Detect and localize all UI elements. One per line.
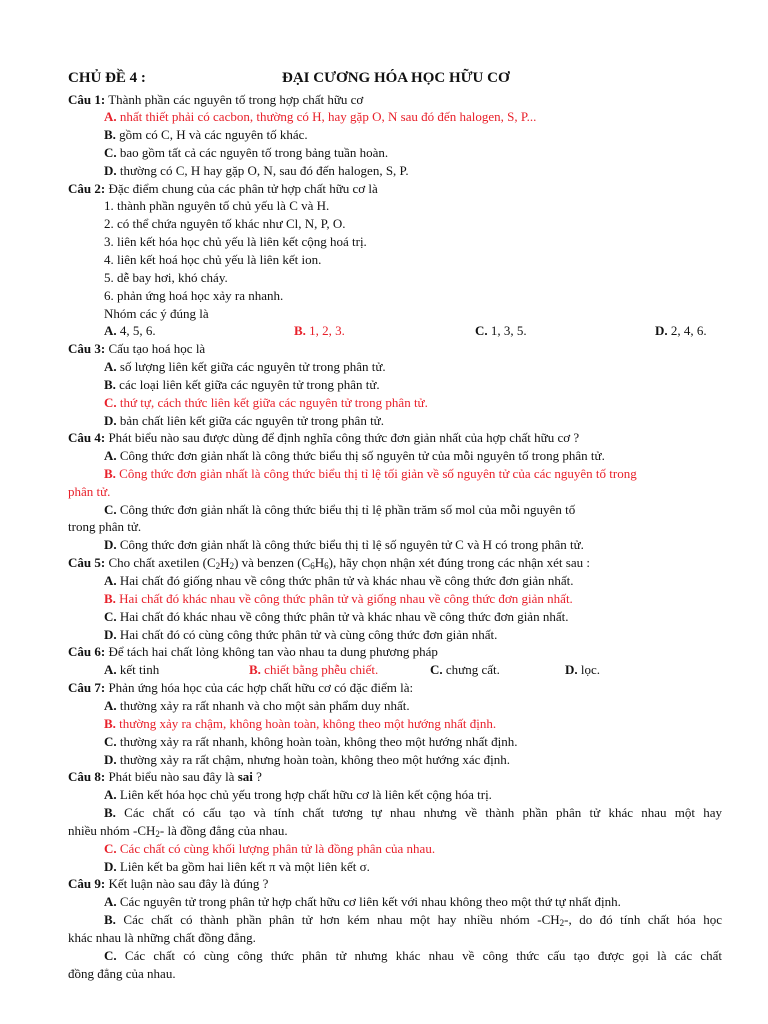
q4-option-a: A. Công thức đơn giản nhất là công thức biểu thị số nguyên tử của mỗi nguyên tố trong phân tử. xyxy=(104,448,605,463)
q7-option-a: A. thường xảy ra rất nhanh và cho một sản phẩm duy nhất. xyxy=(104,698,410,713)
q7-option-d: D. thường xảy ra rất chậm, nhưng hoàn toàn, không theo một hướng xác định. xyxy=(104,752,511,767)
q8-option-b-cont: nhiều nhóm $-CH_2-$ là đồng đẳng của nhau. xyxy=(68,823,288,839)
q3-option-b: B. các loại liên kết giữa các nguyên tử trong phân tử. xyxy=(104,377,380,392)
q3-option-c: C. thứ tự, cách thức liên kết giữa các nguyên tử trong phân tử. xyxy=(104,395,428,410)
q4-option-b: B. Công thức đơn giản nhất là công thức biểu thị tỉ lệ tối giản về số nguyên tử của các nguyên tố trong xyxy=(104,466,637,481)
q2-statement-6: 6. phản ứng hoá học xảy ra nhanh. xyxy=(104,288,284,303)
q5-option-d: D. Hai chất đó có cùng công thức phân tử và cùng công thức đơn giản nhất. xyxy=(104,627,498,642)
q2-statement-5: 5. dễ bay hơi, khó cháy. xyxy=(104,270,228,285)
page-title: ĐẠI CƯƠNG HÓA HỌC HỮU CƠ xyxy=(282,70,510,86)
q2-prompt: Nhóm các ý đúng là xyxy=(104,306,209,321)
q2-statement-2: 2. có thể chứa nguyên tố khác như Cl, N, P, O. xyxy=(104,216,346,231)
q6-option-d: D. lọc. xyxy=(565,662,601,677)
q8-option-b: B. Các chất có cấu tạo và tính chất tương tự nhau nhưng về thành phần phân tử khác nhau một hay xyxy=(104,805,723,820)
q3-option-d: D. bản chất liên kết giữa các nguyên tử trong phân tử. xyxy=(104,413,384,428)
q2-option-d: D. 2, 4, 6. xyxy=(655,323,707,338)
q9-option-b-cont: khác nhau là những chất đồng đẳng. xyxy=(68,930,256,945)
q9-option-b: B. Các chất có thành phần phân tử hơn kém nhau một hay nhiều nhóm $-CH_2-$, do đó tính chất hóa học xyxy=(104,912,722,928)
q3-option-a: A. số lượng liên kết giữa các nguyên tử trong phân tử. xyxy=(104,359,386,374)
question-8: Câu 8: Phát biểu nào sau đây là sai ? xyxy=(68,769,262,784)
q8-option-c: C. Các chất có cùng khối lượng phân tử là đồng phân của nhau. xyxy=(104,841,436,856)
q7-option-b: B. thường xảy ra chậm, không hoàn toàn, không theo một hướng nhất định. xyxy=(104,716,497,731)
q5-option-c: C. Hai chất đó khác nhau về công thức phân tử và khác nhau về công thức đơn giản nhất. xyxy=(104,609,569,624)
q4-option-d: D. Công thức đơn giản nhất là công thức biểu thị tỉ lệ số nguyên tử C và H có trong phân tử. xyxy=(104,537,584,552)
q2-option-b: B. 1, 2, 3. xyxy=(294,323,345,338)
question-2: Câu 2: Đặc điểm chung của các phân tử hợp chất hữu cơ là xyxy=(68,181,378,196)
q5-option-a: A. Hai chất đó giống nhau về công thức phân tử và khác nhau về công thức đơn giản nhất. xyxy=(104,573,574,588)
q4-option-c: C. Công thức đơn giản nhất là công thức biểu thị tỉ lệ phần trăm số mol của mỗi nguyên tố xyxy=(104,502,576,517)
question-1: Câu 1: Thành phần các nguyên tố trong hợp chất hữu cơ xyxy=(68,92,364,107)
question-5: Câu 5: Cho chất axetilen $(C_2H_2)$ và benzen $(C_6H_6)$, hãy chọn nhận xét đúng trong các nhận xét sau : xyxy=(68,555,590,571)
question-3: Câu 3: Cấu tạo hoá học là xyxy=(68,341,206,356)
q7-option-c: C. thường xảy ra rất nhanh, không hoàn toàn, không theo một hướng nhất định. xyxy=(104,734,518,749)
q4-option-c-cont: trong phân tử. xyxy=(68,519,142,534)
q4-option-b-cont: phân tử. xyxy=(68,484,111,499)
q9-option-a: A. Các nguyên tử trong phân tử hợp chất hữu cơ liên kết với nhau không theo một thứ tự nhất định. xyxy=(104,894,621,909)
question-6: Câu 6: Để tách hai chất lỏng không tan vào nhau ta dung phương pháp xyxy=(68,644,438,659)
q6-option-b: B. chiết bằng phễu chiết. xyxy=(249,662,379,677)
q6-option-c: C. chưng cất. xyxy=(430,662,500,677)
q8-option-d: D. Liên kết ba gồm hai liên kết π và một liên kết σ. xyxy=(104,859,370,874)
q9-option-c: C. Các chất có cùng công thức phân tử nhưng khác nhau về công thức cấu tạo được gọi là các chất xyxy=(104,948,723,963)
q2-option-a: A. 4, 5, 6. xyxy=(104,323,156,338)
q1-option-a: A. nhất thiết phải có cacbon, thường có H, hay gặp O, N sau đó đến halogen, S, P... xyxy=(104,109,537,124)
question-7: Câu 7: Phản ứng hóa học của các hợp chất hữu cơ có đặc điểm là: xyxy=(68,680,414,695)
question-9: Câu 9: Kết luận nào sau đây là đúng ? xyxy=(68,876,269,891)
q2-statement-4: 4. liên kết hoá học chủ yếu là liên kết ion. xyxy=(104,252,322,267)
q2-option-c: C. 1, 3, 5. xyxy=(475,323,527,338)
q6-option-a: A. kết tinh xyxy=(104,662,160,677)
q1-option-d: D. thường có C, H hay gặp O, N, sau đó đến halogen, S, P. xyxy=(104,163,409,178)
q1-option-c: C. bao gồm tất cả các nguyên tố trong bảng tuần hoàn. xyxy=(104,145,389,160)
q8-option-a: A. Liên kết hóa học chủ yếu trong hợp chất hữu cơ là liên kết cộng hóa trị. xyxy=(104,787,492,802)
q9-option-c-cont: đồng đẳng của nhau. xyxy=(68,966,176,981)
chapter-label: CHỦ ĐỀ 4 : xyxy=(68,70,146,86)
q2-statement-3: 3. liên kết hóa học chủ yếu là liên kết cộng hoá trị. xyxy=(104,234,367,249)
q1-option-b: B. gồm có C, H và các nguyên tố khác. xyxy=(104,127,308,142)
q2-statement-1: 1. thành phần nguyên tố chủ yếu là C và H. xyxy=(104,198,330,213)
q5-option-b: B. Hai chất đó khác nhau về công thức phân tử và giống nhau về công thức đơn giản nhất. xyxy=(104,591,573,606)
question-4: Câu 4: Phát biểu nào sau được dùng để định nghĩa công thức đơn giản nhất của hợp chất hữu cơ ? xyxy=(68,430,580,445)
